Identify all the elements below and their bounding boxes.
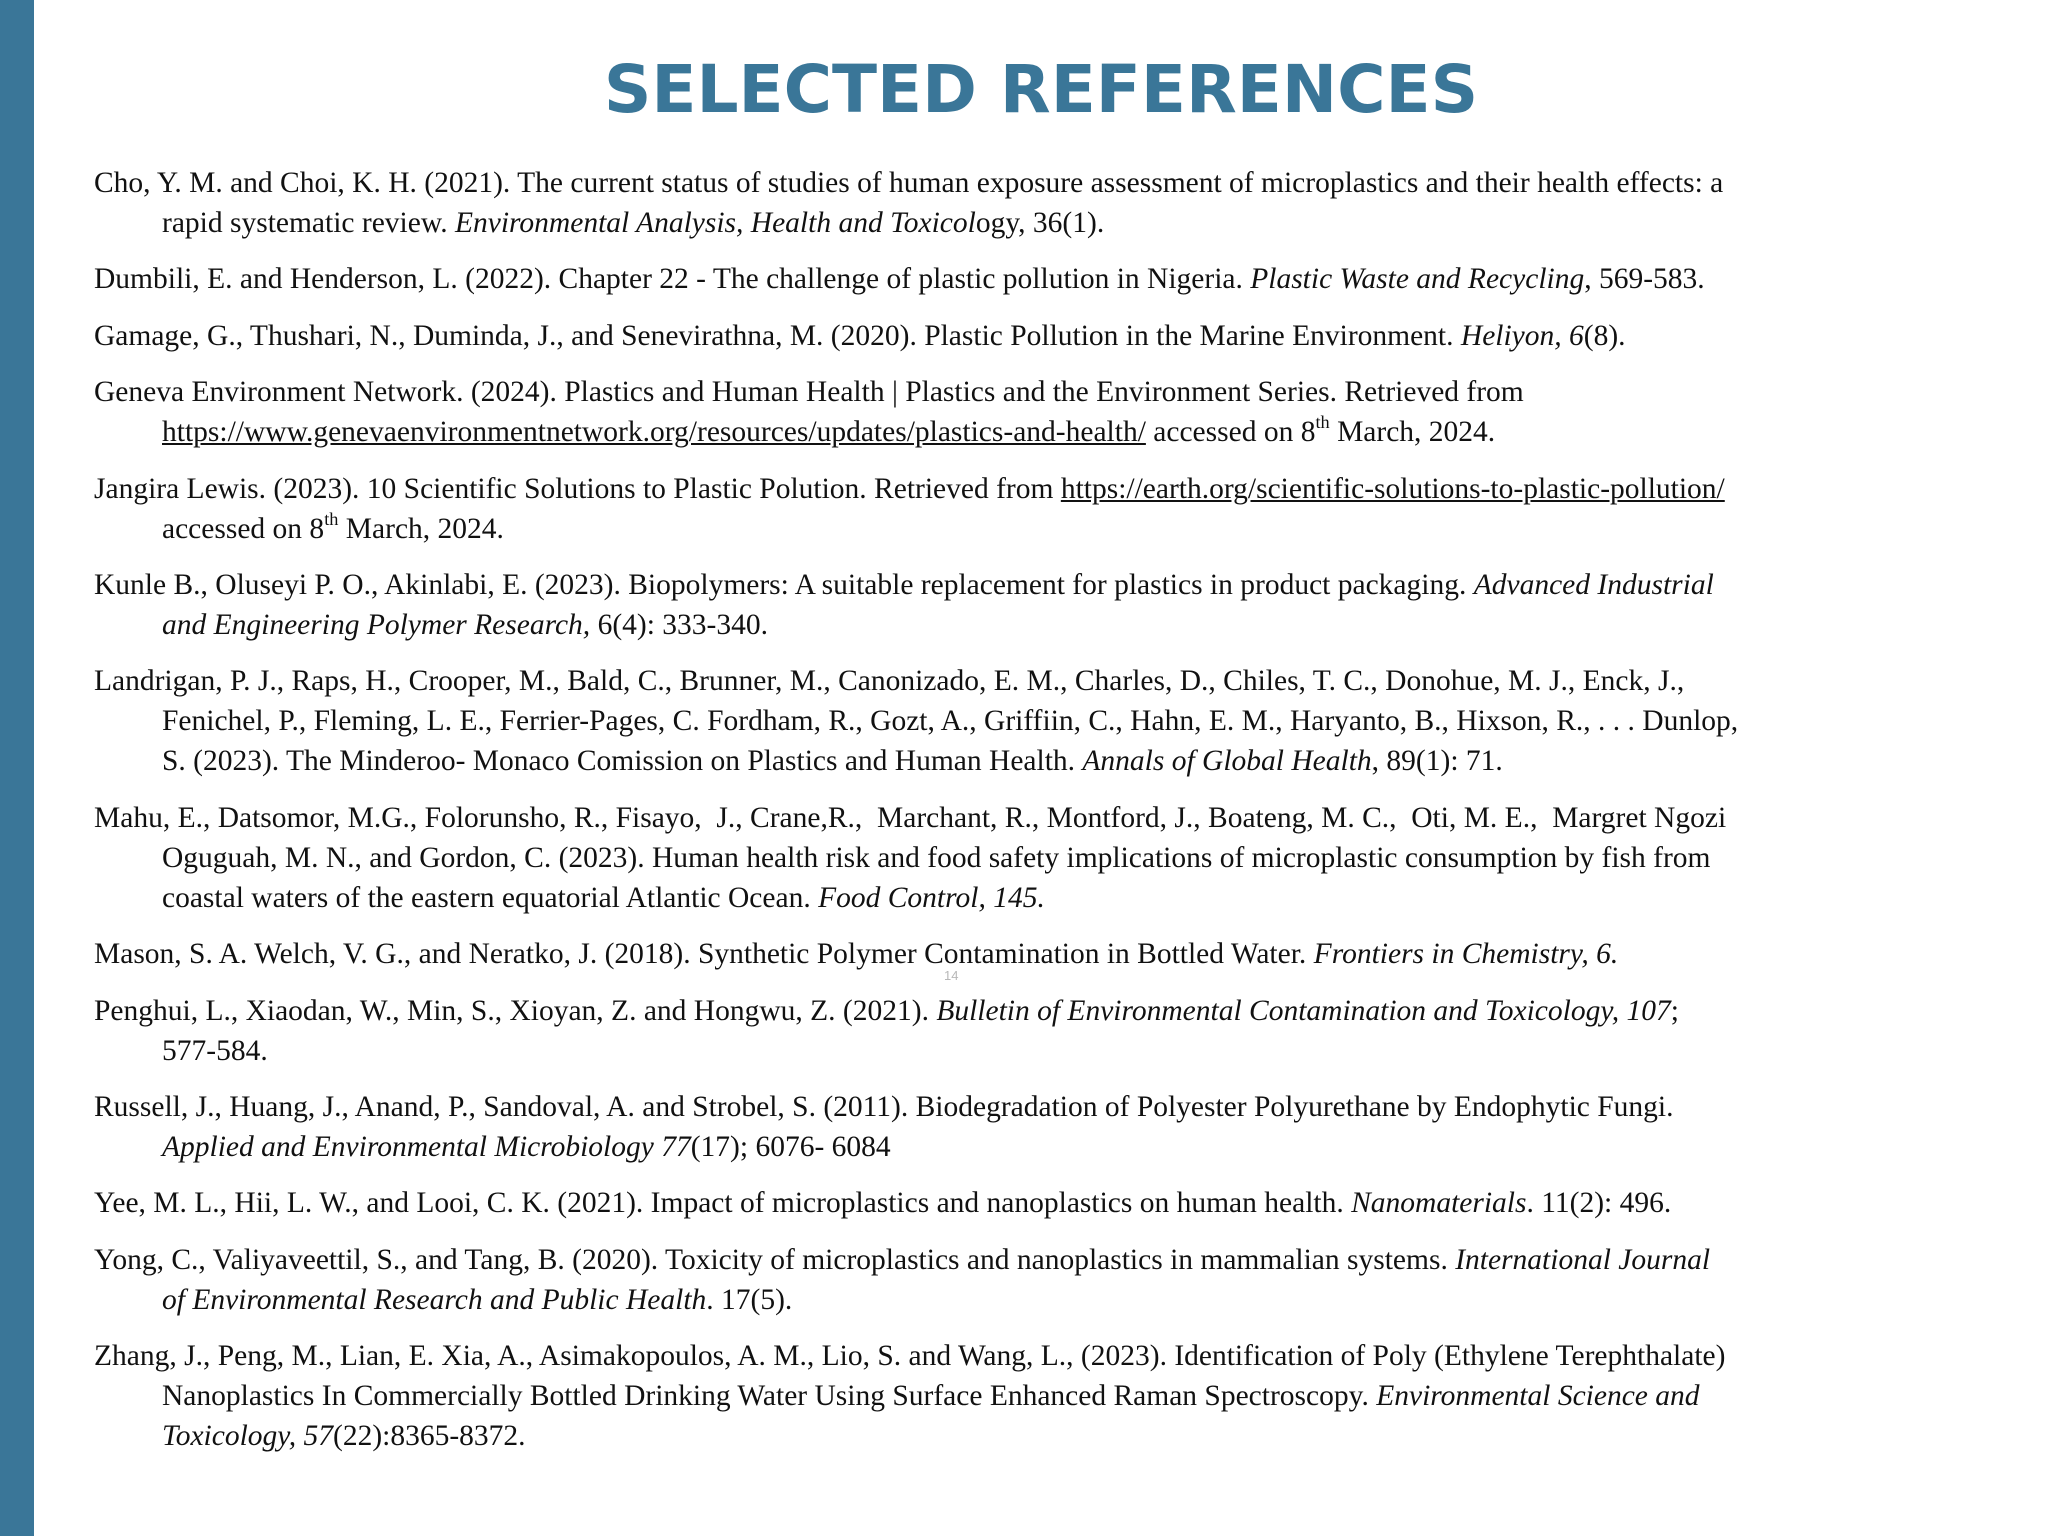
reference-lewis-2023: Jangira Lewis. (2023). 10 Scientific Solutions to Plastic Polution. Retrieved from https://earth.org/scientific-solutions-to-plastic-pollution/ accessed on 8th March, 2024. bbox=[94, 472, 1725, 545]
reference-russell-2011: Russell, J., Huang, J., Anand, P., Sandoval, A. and Strobel, S. (2011). Biodegradation of Polyester Polyurethane by Endophytic Fungi. Applied and Environmental Microbiology 77(17); 6076- 6084 bbox=[94, 1090, 1674, 1163]
reference-yong-2020: Yong, C., Valiyaveettil, S., and Tang, B. (2020). Toxicity of microplastics and nanoplastics in mammalian systems. International Journal of Environmental Research and Public Health. 17(5). bbox=[94, 1243, 1711, 1316]
reference-penghui-2021: Penghui, L., Xiaodan, W., Min, S., Xioyan, Z. and Hongwu, Z. (2021). Bulletin of Environmental Contamination and Toxicology, 107; 577-584. bbox=[94, 994, 1679, 1067]
reference-dumbili-2022: Dumbili, E. and Henderson, L. (2022). Chapter 22 - The challenge of plastic pollution in Nigeria. Plastic Waste and Recycling, 569-583. bbox=[94, 263, 1705, 296]
reference-zhang-2023: Zhang, J., Peng, M., Lian, E. Xia, A., Asimakopoulos, A. M., Lio, S. and Wang, L., (2023). Identification of Poly (Ethylene Terephthalate) Nanoplastics In Commercially Bottled Drinking Water Using Surface Enhanced Raman Spectroscopy. Environmental Science and Toxicology, 57(22):8365-8372. bbox=[94, 1340, 1726, 1453]
reference-list bbox=[94, 163, 2006, 1472]
reference-yee-2021: Yee, M. L., Hii, L. W., and Looi, C. K. (2021). Impact of microplastics and nanoplastics on human health. Nanomaterials. 11(2): 496. bbox=[94, 1187, 1672, 1220]
reference-mason-2018: Mason, S. A. Welch, V. G., and Neratko, J. (2018). Synthetic Polymer Contamination in Bottled Water. Frontiers in Chemistry, 6. bbox=[94, 938, 1619, 971]
earth-org-link[interactable]: https://earth.org/scientific-solutions-to-plastic-pollution/ bbox=[1060, 472, 1725, 505]
page-title: SELECTED REFERENCES bbox=[603, 51, 1479, 128]
left-accent-bar bbox=[0, 0, 34, 1536]
reference-mahu-2023: Mahu, E., Datsomor, M.G., Folorunsho, R., Fisayo, J., Crane,R., Marchant, R., Montford, J., Boateng, M. C., Oti, M. E., Margret Ngozi Oguguah, M. N., and Gordon, C. (2023). Human health risk and food safety implications of microplastic consumption by fish from coastal waters of the eastern equatorial Atlantic Ocean. Food Control, 145. bbox=[94, 801, 1727, 914]
page-number: 14 bbox=[944, 968, 959, 983]
reference-landrigan-2023: Landrigan, P. J., Raps, H., Crooper, M., Bald, C., Brunner, M., Canonizado, E. M., Charles, D., Chiles, T. C., Donohue, M. J., Enck, J., Fenichel, P., Fleming, L. E., Ferrier-Pages, C. Fordham, R., Gozt, A., Griffiin, C., Hahn, E. M., Haryanto, B., Hixson, R., . . . Dunlop, S. (2023). The Minderoo- Monaco Comission on Plastics and Human Health. Annals of Global Health, 89(1): 71. bbox=[94, 665, 1739, 778]
reference-kunle-2023: Kunle B., Oluseyi P. O., Akinlabi, E. (2023). Biopolymers: A suitable replacement for plastics in product packaging. Advanced Industrial and Engineering Polymer Research, 6(4): 333-340. bbox=[94, 568, 1714, 641]
reference-cho-2021: Cho, Y. M. and Choi, K. H. (2021). The current status of studies of human exposure assessment of microplastics and their health effects: a rapid systematic review. Environmental Analysis, Health and Toxicology, 36(1). bbox=[94, 167, 1724, 239]
reference-geneva-2024: Geneva Environment Network. (2024). Plastics and Human Health | Plastics and the Environment Series. Retrieved from https://www.genevaenvironmentnetwork.org/resources/updates/plastics-and-health/ accessed on 8th March, 2024. bbox=[94, 376, 1524, 449]
reference-gamage-2020: Gamage, G., Thushari, N., Duminda, J., and Senevirathna, M. (2020). Plastic Pollution in the Marine Environment. Heliyon, 6(8). bbox=[94, 319, 1626, 352]
geneva-link[interactable]: https://www.genevaenvironmentnetwork.org/resources/updates/plastics-and-health/ bbox=[162, 416, 1146, 449]
